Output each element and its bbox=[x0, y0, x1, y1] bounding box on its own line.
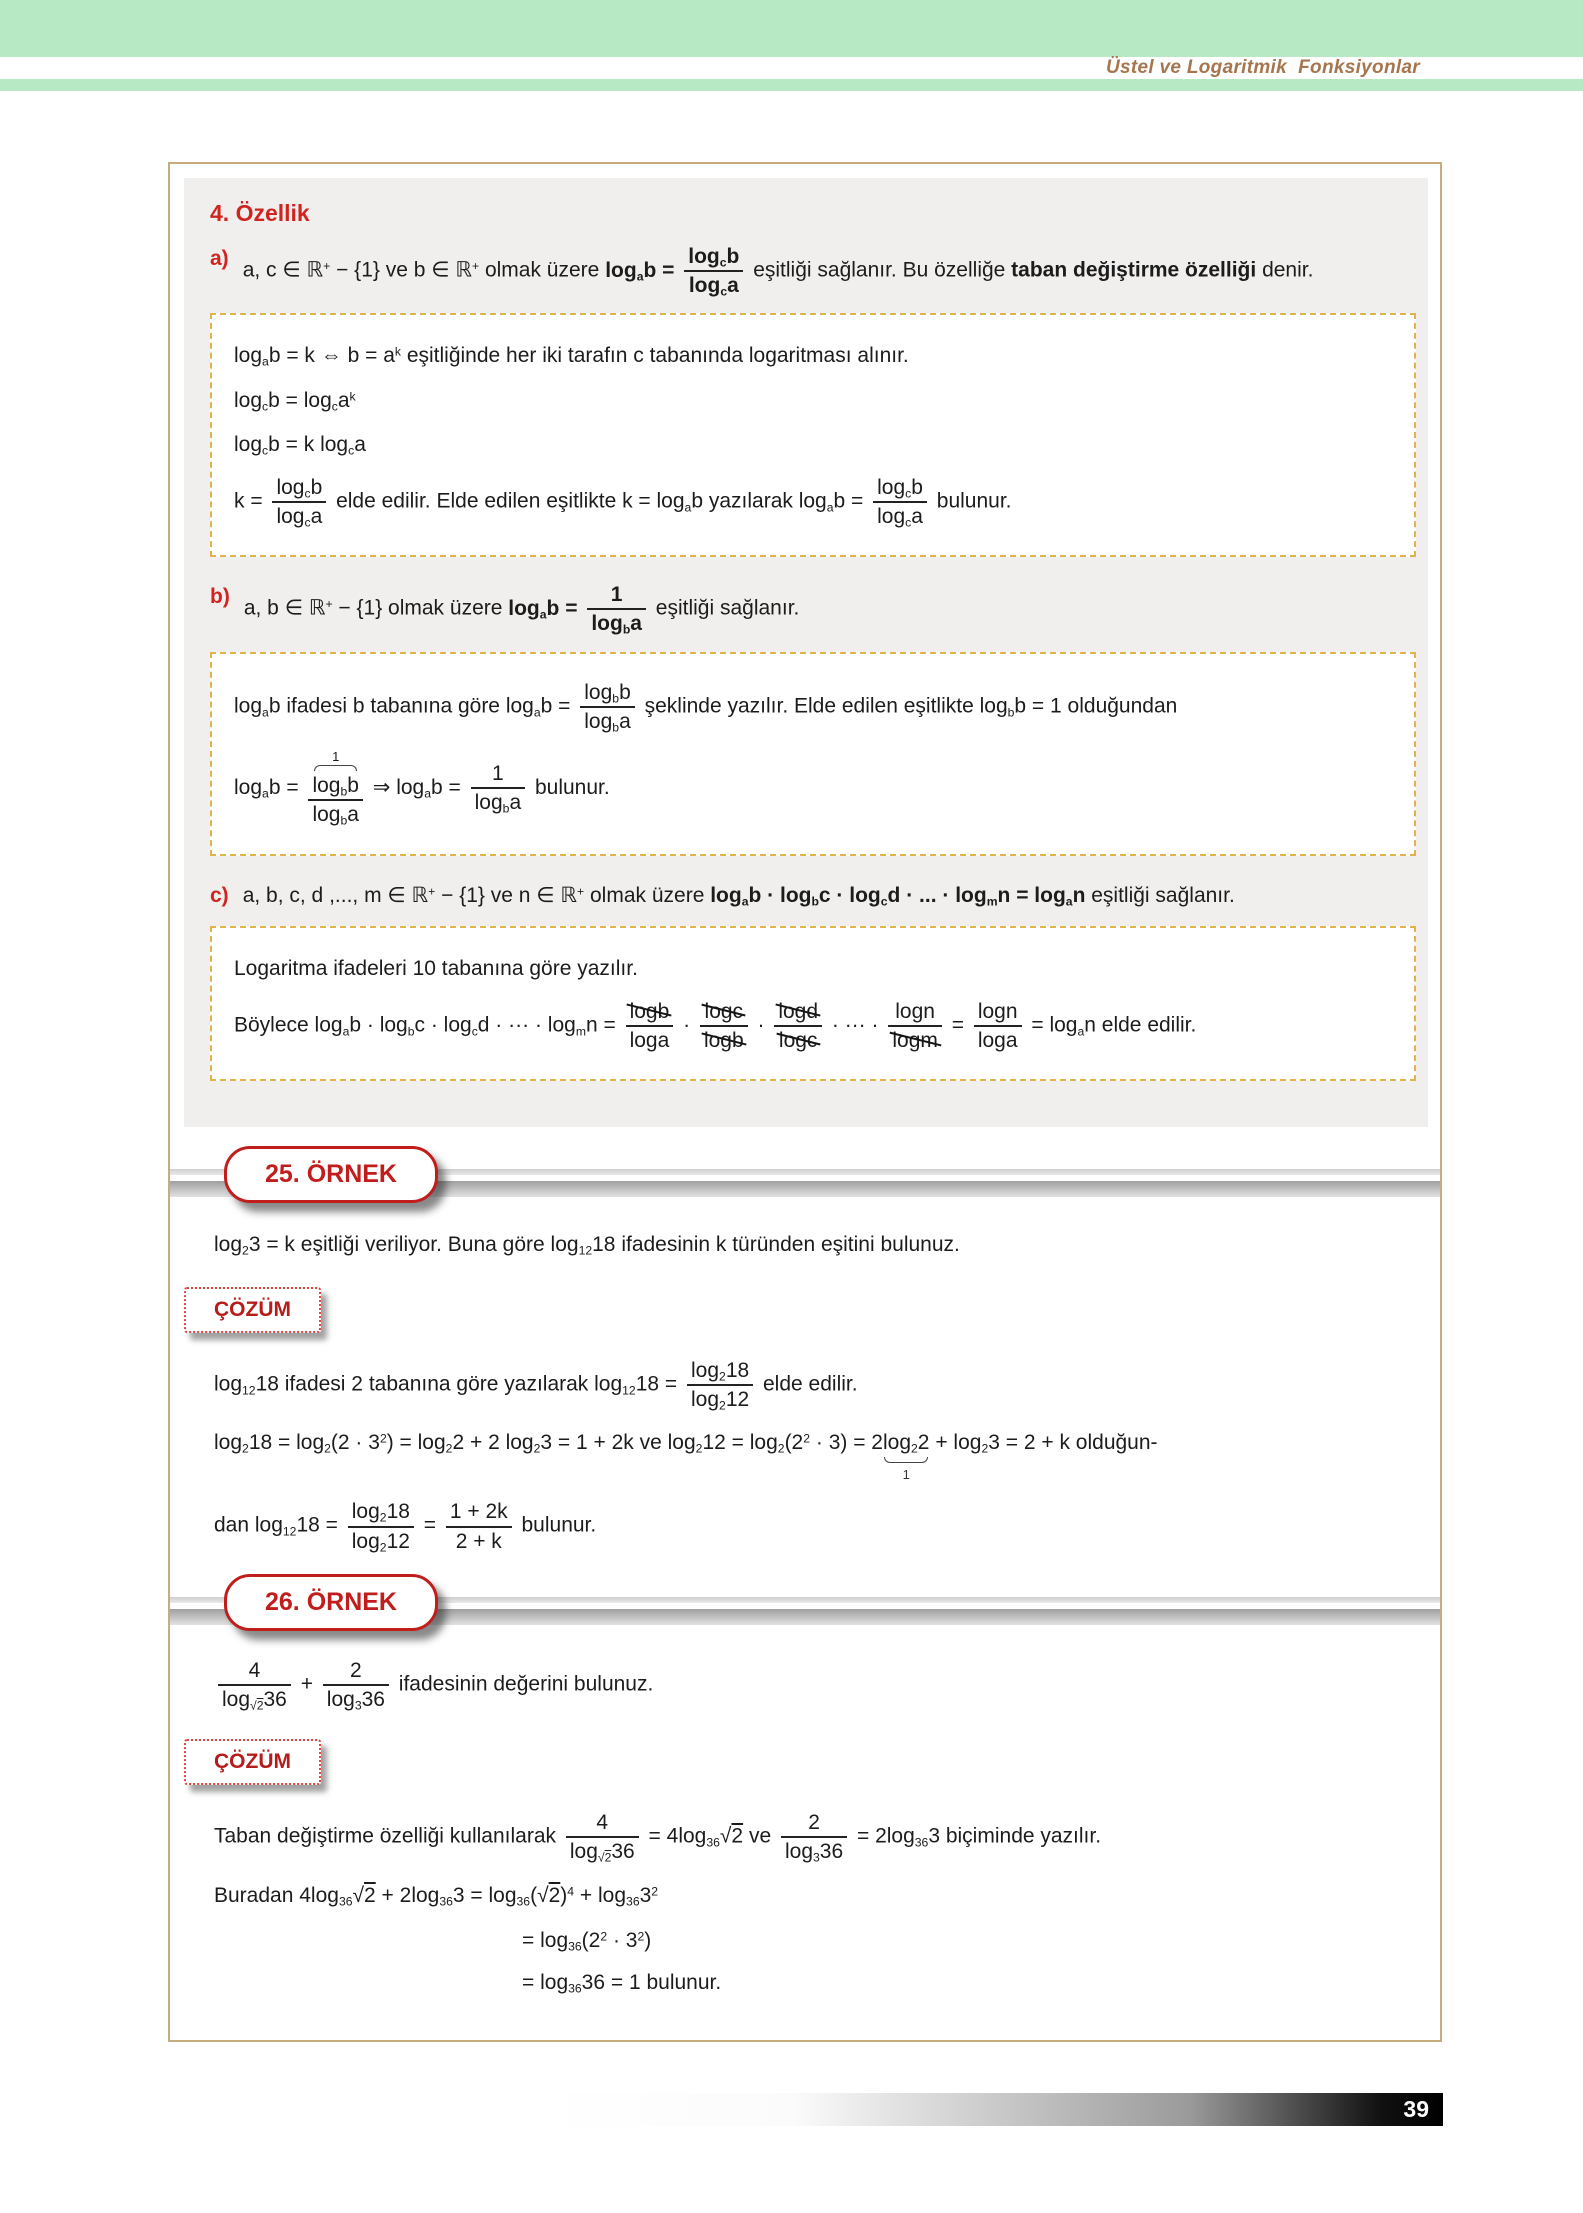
item-letter-b: b) bbox=[210, 585, 230, 609]
content-box bbox=[168, 162, 1442, 2042]
derivation-line: $\log_cb = k$ $\log_ca$ bbox=[234, 433, 366, 459]
properties-title: 4. Özellik bbox=[210, 200, 310, 226]
example-25-solution-badge: ÇÖZÜM bbox=[184, 1287, 321, 1333]
properties-panel bbox=[184, 178, 1428, 1127]
example-25-problem: $\log_23 = k$ eşitliği veriliyor. Buna göre $\log_{12}18$ ifadesinin k türünden eşitini bulunuz. bbox=[214, 1233, 960, 1258]
derivation-line: $\log_cb = \log_ca^k$ bbox=[234, 388, 356, 414]
derivation-box-b bbox=[210, 652, 1416, 856]
item-letter-a: a) bbox=[210, 247, 229, 270]
derivation-line: k = $\frac{\log_cb}{\log_ca}$ elde edilir. Elde edilen eşitlikte $k = \log_ab$ yazılarak $\log_ab$ = $\frac{\log_cb}{\log_ca}$ bulunur. bbox=[234, 475, 1012, 530]
footer-page-bar bbox=[542, 2093, 1443, 2126]
example-26-solution-badge: ÇÖZÜM bbox=[184, 1739, 321, 1785]
property-item-b bbox=[210, 581, 1414, 637]
header-green-band-top bbox=[0, 0, 1583, 57]
item-text-c: a, b, c, d ,..., m ∈ ℝ+ − {1} ve n ∈ ℝ+ olmak üzere $\log_ab \cdot \log_bc \cdot \log_cd$ · ... · $\log_mn = \log_an$ eşitliği sağlanır. bbox=[242, 883, 1235, 909]
example-26-problem: $\frac{4}{\log_{√2}36}$ + $\frac{2}{\log_336}$ ifadesinin değerini bulunuz. bbox=[214, 1657, 1432, 1713]
header-title-strip bbox=[0, 57, 1583, 79]
property-item-c bbox=[210, 880, 1414, 913]
page-number: 39 bbox=[1403, 2096, 1429, 2122]
example-25-header bbox=[170, 1145, 1440, 1215]
example-25-section bbox=[170, 1145, 1440, 1555]
derivation-line: $\log_ab = k$ ⇔ $b = a^k$ eşitliğinde her iki tarafın c tabanında logaritması alınır. bbox=[234, 344, 909, 370]
example-26-section bbox=[170, 1573, 1440, 1998]
derivation-box-a bbox=[210, 313, 1416, 557]
solution-line: = $\log_{36}36 = 1$ bulunur. bbox=[522, 1970, 722, 1996]
item-text-a: a, c ∈ ℝ+ − {1} ve b ∈ ℝ+ olmak üzere $\log_ab$ = $\frac{\log_cb}{\log_ca}$ eşitliği sağlanır. Bu özelliğe taban değiştirme özelliği denir. bbox=[242, 245, 1314, 299]
example-26-badge: 26. ÖRNEK bbox=[224, 1574, 438, 1631]
derivation-line: $\log_ab$ ifadesi b tabanına göre $\log_ab$ = $\frac{\log_bb}{\log_ba}$ şeklinde yazılır. Elde edilen eşitlikte $\log_bb = 1$ olduğundan bbox=[234, 680, 1178, 735]
solution-line: $\log_218 = \log_2(2 \cdot 3^2) = \log_22 + 2$ $\log_23 = 1 + 2k$ ve $\log_212 = \log_2(2^2 \cdot 3) = 2\log_22$ 1 + $\log_23 = 2 + k$ olduğun- bbox=[214, 1430, 1158, 1483]
solution-line: $\log_{12}18$ ifadesi 2 tabanına göre yazılarak $\log_{12}18$ = $\frac{\log_218}{\log_212}$ elde edilir. bbox=[214, 1358, 858, 1413]
derivation-line: Böylece $\log_ab \cdot \log_bc \cdot \log_cd$ · ··· · $\log_mn$ = $\frac{\log b}{\log a}$ · $\frac{\log c}{\log b}$ · $\frac{\log d}{\log c}$ · ··· · $\frac{\log n}{\log m}$ = $\frac{\log n}{\log a}$ = $\log_an$ elde edilir. bbox=[234, 999, 1197, 1052]
solution-line: = $\log_{36}(2^2 \cdot 3^2)$ bbox=[522, 1929, 652, 1954]
item-text-b: a, b ∈ ℝ+ − {1} olmak üzere $\log_ab$ = $\frac{1}{\log_ba}$ eşitliği sağlanır. bbox=[243, 583, 800, 638]
example-25-badge: 25. ÖRNEK bbox=[224, 1146, 438, 1203]
item-letter-c: c) bbox=[210, 883, 229, 907]
chapter-title: Üstel ve Logaritmik Fonksiyonlar bbox=[1106, 57, 1420, 78]
derivation-line: $\log_ab$ = 1 $\log_bb$ $\log_ba$ ⇒ $\log_ab$ = $\frac{1}{\log_ba}$ bulunur. bbox=[234, 749, 610, 829]
example-26-header bbox=[170, 1573, 1440, 1643]
page-header bbox=[0, 0, 1583, 91]
solution-line: Taban değiştirme özelliği kullanılarak $\frac{4}{\log_{√2}36}$ = $4\log_{36}√2$ ve $\frac{2}{\log_336}$ = $2\log_{36}3$ biçiminde yazılır. bbox=[214, 1811, 1102, 1865]
property-item-a bbox=[210, 243, 1414, 299]
solution-line: dan $\log_{12}18$ = $\frac{\log_218}{\log_212}$ = $\frac{1 + 2k}{2 + k}$ bulunur. bbox=[214, 1500, 597, 1555]
derivation-line: Logaritma ifadeleri 10 tabanına göre yazılır. bbox=[234, 957, 638, 981]
header-green-band-bottom bbox=[0, 79, 1583, 91]
derivation-box-c bbox=[210, 926, 1416, 1081]
solution-line: Buradan $4\log_{36}√2 + 2\log_{36}3 = \log_{36}(√2)^4 + \log_{36}3^2$ bbox=[214, 1883, 659, 1909]
